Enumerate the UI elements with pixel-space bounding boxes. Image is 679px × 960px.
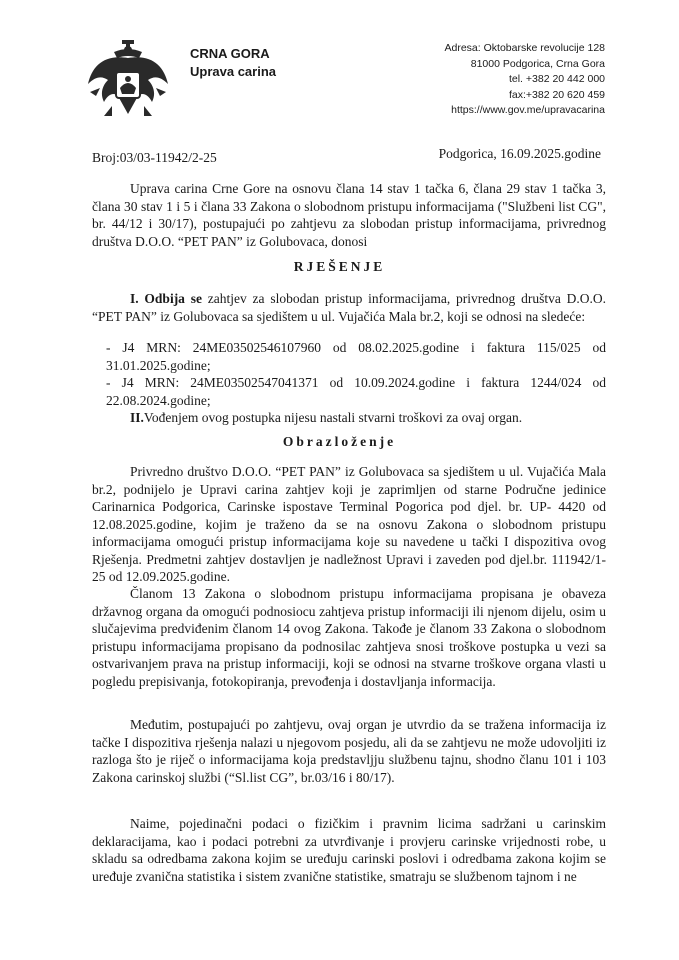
point-2-label: II. <box>130 410 144 425</box>
address-line: Adresa: Oktobarske revolucije 128 <box>444 42 605 54</box>
website-link[interactable]: https://www.gov.me/upravacarina <box>451 104 605 116</box>
reasoning-paragraph: Privredno društvo D.O.O. “PET PAN” iz Golubovaca sa sjedištem u ul. Vujačića Mala br.2, podnijelo je Upravi carina zahtjev koji je zaprimljen od starne Područne jedinice Carinarnica Podgorica, Carinske ispostave Terminal Pogorica pod djel. br. UP- 4420 od 12.08.2025.godine, kojim je traženo da se na osnovu Zakona o slobodnom pristupu informacijama omogući pristup informacijama koje su navedene u tački I dispozitiva ovog Rješenja. Predmetni zahtjev dostavljen je nadležnost Upravi i zaveden pod djel.br. 111942/1-25 od 12.09.2025.godine. <box>92 464 606 584</box>
organization-name <box>190 45 276 81</box>
address-block <box>445 41 606 119</box>
reasoning-paragraph: Naime, pojedinačni podaci o fizičkim i pravnim licima sadržani u carinskim deklaracijama, kao i podaci potrebni za utvrđivanje i provjeru carinske vrijednosti robe, u skladu sa odredbama zakona kojim se uređuju carinski poslovi i odredbama zakona kojim se uređuje zvanična statistika i sistem zvanične statistike, smatraju se službenom tajnom i ne <box>92 816 606 884</box>
reasoning-paragraph-2-block <box>92 585 606 690</box>
list-item: - J4 MRN: 24ME03502546107960 od 08.02.2025.godine i faktura 115/025 od 31.01.2025.godine; <box>106 340 606 373</box>
point-1-label: I. Odbija se <box>130 291 202 306</box>
coat-of-arms-icon <box>84 36 172 122</box>
decision-title: RJEŠENJE <box>293 259 386 274</box>
point-2-text: Vođenjem ovog postupka nijesu nastali stvarni troškovi za ovaj organ. <box>143 410 523 425</box>
office-name: Uprava carina <box>190 64 276 79</box>
reasoning-paragraph-1-block <box>92 463 606 586</box>
reasoning-title: Obrazloženje <box>282 434 397 449</box>
reasoning-paragraph-3-block <box>92 716 606 786</box>
country-name: CRNA GORA <box>190 46 270 61</box>
phone: tel. +382 20 442 000 <box>508 73 605 85</box>
date-line: Podgorica, 16.09.2025.godine <box>438 146 601 161</box>
list-item: - J4 MRN: 24ME03502547041371 od 10.09.2024.godine i faktura 1244/024 od 22.08.2024.godine; <box>106 375 606 408</box>
fax: fax:+382 20 620 459 <box>508 88 605 101</box>
reasoning-paragraph: Članom 13 Zakona o slobodnom pristupu informacijama propisana je obaveza državnog organa da omogući podnosiocu zahtjeva pristup informaciji ili njenom dijelu, osim u slučajevima predviđenim članom 14 ovog Zakona. Takođe je članom 33 Zakona o slobodnom pristupu informacijama propisano da podnosilac zahtjeva snosi troškove postupka u vezi sa ostvarivanjem prava na pristup informaciji, koji se odnosi na stvarne troškove organa vlasti u pogledu prepisivanja, fotokopiranja, prevođenja i dostavljanja informacija. <box>92 586 606 689</box>
point-1-text: zahtjev za slobodan pristup informacijama, privrednog društva D.O.O. “PET PAN” iz Golubovaca sa sjedištem u ul. Vujačića Mala br.2, koji se odnosi na sledeće: <box>92 291 606 324</box>
point-2 <box>92 409 606 427</box>
decision-section <box>92 290 606 427</box>
intro-section <box>92 180 606 250</box>
address-city: 81000 Podgorica, Crna Gora <box>470 57 605 70</box>
reasoning-paragraph-4-block <box>92 815 606 885</box>
point-1 <box>92 290 606 325</box>
reference-number: Broj:03/03-11942/2-25 <box>92 150 217 165</box>
intro-paragraph: Uprava carina Crne Gore na osnovu člana 14 stav 1 tačka 6, člana 29 stav 1 tačka 3, člana 30 stav 1 i 5 i člana 33 Zakona o slobodnom pristupu informacijama ("Službeni list CG", br. 44/12 i 30/17), postupajući po zahtjevu za slobodan pristup informacijama, privrednog društva D.O.O. “PET PAN” iz Golubovaca, donosi <box>92 181 606 249</box>
reasoning-paragraph: Međutim, postupajući po zahtjevu, ovaj organ je utvrdio da se tražena informacija iz tačke I dispozitiva rješenja nalazi u njegovom posjedu, ali da se zahtjevu ne može udovoljiti iz razloga što je riječ o informacijama koja predstavljju službenu tajnu, shodno članu 101 i 103 Zakona carinskoj službi (“Sl.list CG”, br.03/16 i 80/17). <box>92 717 606 785</box>
